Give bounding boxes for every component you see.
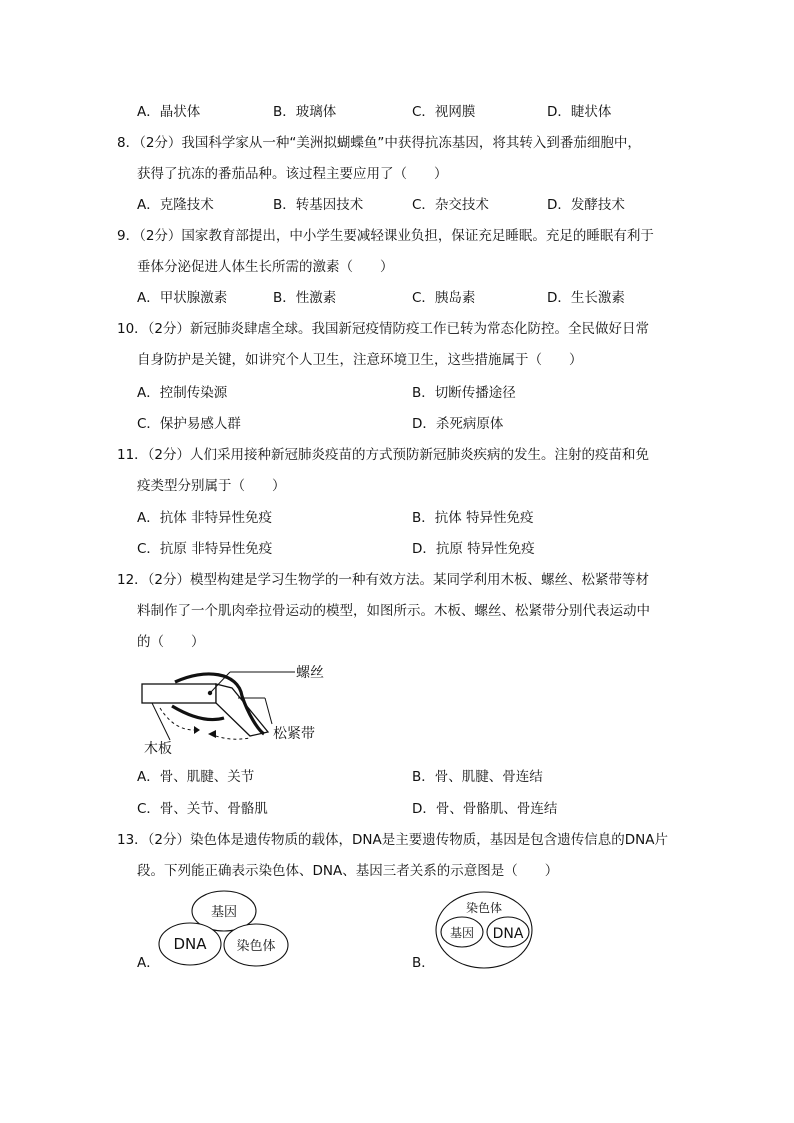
a-chromosome-text: 染色体 bbox=[236, 939, 276, 954]
q7-option-a: A．晶状体 bbox=[137, 104, 201, 120]
q12-stem-line-3: 的（ ） bbox=[137, 634, 205, 650]
b-chromosome-text: 染色体 bbox=[465, 901, 503, 915]
band-leader-2 bbox=[265, 698, 272, 724]
q13-stem-line-2: 段。下列能正确表示染色体、DNA、基因三者关系的示意图是（ ） bbox=[137, 863, 559, 879]
q11-option-a: A．抗体 非特异性免疫 bbox=[137, 510, 273, 526]
label-board: 木板 bbox=[144, 741, 172, 757]
upper-board-shape bbox=[142, 684, 216, 703]
a-dna-text: DNA bbox=[173, 935, 207, 953]
muscle-bone-model-figure bbox=[130, 660, 360, 760]
q7-option-b: B．玻璃体 bbox=[273, 104, 337, 120]
q8-stem-line-1: 8．（2分）我国科学家从一种“美洲拟蝴蝶鱼”中获得抗冻基因，将其转入到番茄细胞中， bbox=[117, 135, 641, 151]
q11-option-b: B．抗体 特异性免疫 bbox=[412, 510, 534, 526]
q9-option-b: B．性激素 bbox=[273, 290, 337, 306]
q12-option-d: D．骨、骨骼肌、骨连结 bbox=[412, 801, 558, 817]
q9-option-c: C．胰岛素 bbox=[412, 290, 476, 306]
q12-option-b: B．骨、肌腱、骨连结 bbox=[412, 769, 543, 785]
q8-option-c: C．杂交技术 bbox=[412, 197, 489, 213]
q9-option-a: A．甲状腺激素 bbox=[137, 290, 228, 306]
q13-stem-line-1: 13．（2分）染色体是遗传物质的载体，DNA是主要遗传物质，基因是包含遗传信息的DNA片 bbox=[117, 832, 668, 848]
elastic-band-lower bbox=[172, 706, 224, 720]
q9-stem-line-1: 9．（2分）国家教育部提出，中小学生要减轻课业负担，保证充足睡眠。充足的睡眠有利于 bbox=[117, 228, 654, 244]
b-gene-text: 基因 bbox=[449, 926, 475, 940]
a-gene-text: 基因 bbox=[210, 905, 238, 920]
q11-option-d: D．抗原 特异性免疫 bbox=[412, 541, 535, 557]
q11-stem-line-2: 疫类型分别属于（ ） bbox=[137, 478, 286, 494]
q7-option-c: C．视网膜 bbox=[412, 104, 476, 120]
q13-option-b-diagram bbox=[434, 890, 536, 972]
q9-option-d: D．生长激素 bbox=[547, 290, 625, 306]
q12-stem-line-2: 料制作了一个肌肉牵拉骨运动的模型，如图所示。木板、螺丝、松紧带分别代表运动中 bbox=[137, 603, 650, 619]
q9-stem-line-2: 垂体分泌促进人体生长所需的激素（ ） bbox=[137, 259, 394, 275]
q11-stem-line-1: 11．（2分）人们采用接种新冠肺炎疫苗的方式预防新冠肺炎疾病的发生。注射的疫苗和免 bbox=[117, 447, 650, 463]
motion-arrowhead-left bbox=[194, 726, 200, 734]
q8-option-b: B．转基因技术 bbox=[273, 197, 364, 213]
q10-option-d: D．杀死病原体 bbox=[412, 416, 504, 432]
board-leader bbox=[152, 703, 170, 740]
q10-stem-line-1: 10．（2分）新冠肺炎肆虐全球。我国新冠疫情防疫工作已转为常态化防控。全民做好日常 bbox=[117, 321, 650, 337]
b-dna-text: DNA bbox=[492, 926, 524, 942]
motion-arrowhead-right bbox=[208, 730, 216, 738]
q8-option-a: A．克隆技术 bbox=[137, 197, 214, 213]
label-screw: 螺丝 bbox=[296, 665, 324, 681]
q10-option-a: A．控制传染源 bbox=[137, 385, 228, 401]
q11-option-c: C．抗原 非特异性免疫 bbox=[137, 541, 273, 557]
q13-option-b-label: B． bbox=[412, 955, 435, 971]
q12-stem-line-1: 12．（2分）模型构建是学习生物学的一种有效方法。某同学利用木板、螺丝、松紧带等材 bbox=[117, 572, 650, 588]
q12-option-a: A．骨、肌腱、关节 bbox=[137, 769, 255, 785]
q12-option-c: C．骨、关节、骨骼肌 bbox=[137, 801, 268, 817]
motion-arrow-left bbox=[160, 708, 194, 730]
q10-stem-line-2: 自身防护是关键，如讲究个人卫生，注意环境卫生，这些措施属于（ ） bbox=[137, 352, 583, 368]
q8-stem-line-2: 获得了抗冻的番茄品种。该过程主要应用了（ ） bbox=[137, 166, 448, 182]
q10-option-c: C．保护易感人群 bbox=[137, 416, 241, 432]
q13-option-a-diagram bbox=[158, 888, 294, 970]
q13-option-a-label: A． bbox=[137, 955, 160, 971]
q8-option-d: D．发酵技术 bbox=[547, 197, 625, 213]
q10-option-b: B．切断传播途径 bbox=[412, 385, 516, 401]
label-elastic-band: 松紧带 bbox=[273, 726, 315, 742]
q7-option-d: D．睫状体 bbox=[547, 104, 612, 120]
